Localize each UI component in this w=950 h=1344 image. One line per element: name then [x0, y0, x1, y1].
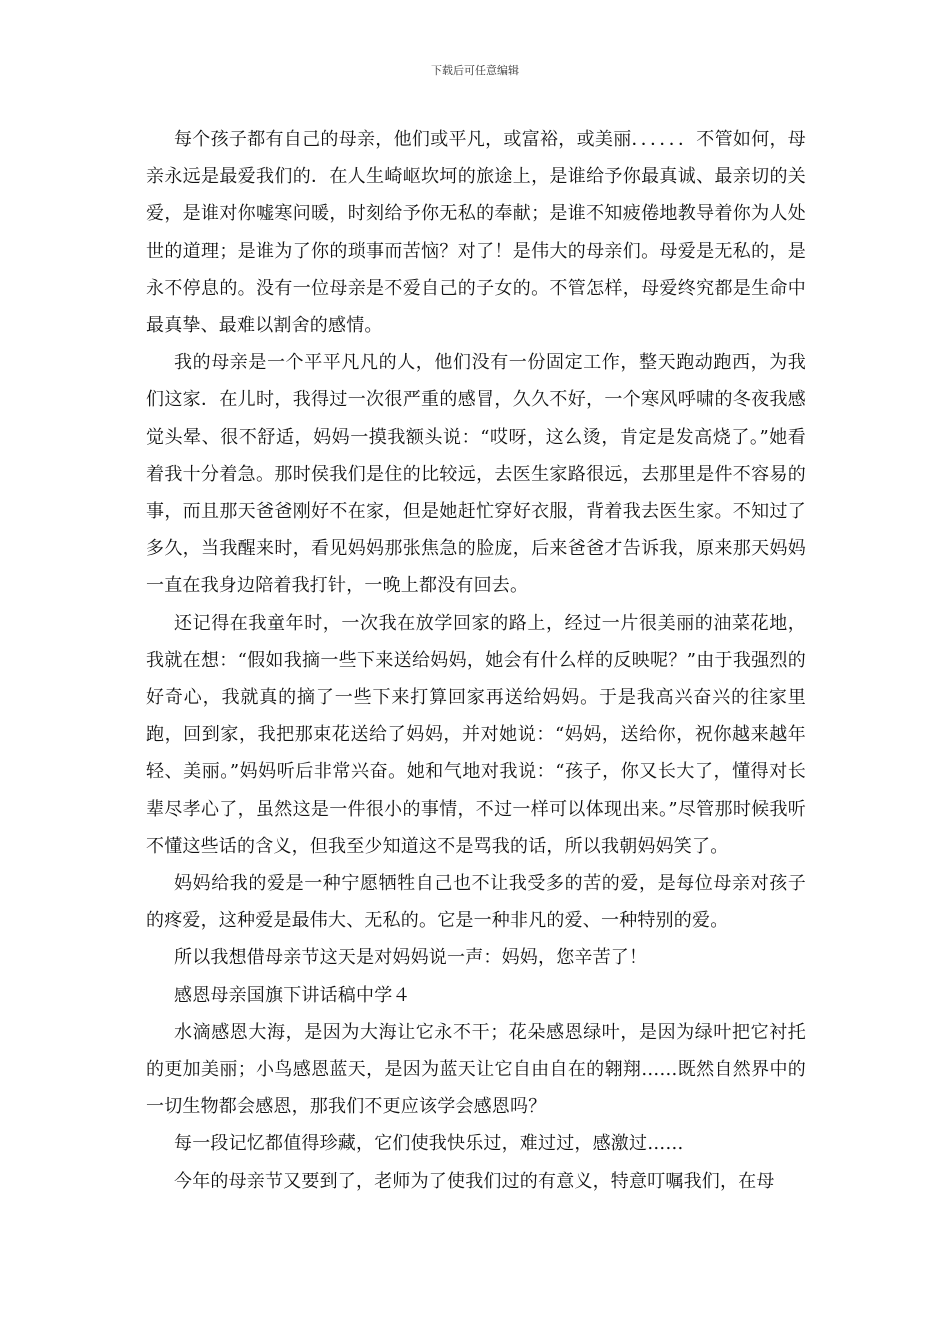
paragraph: 每个孩子都有自己的母亲，他们或平凡，或富裕，或美丽．．．．．．不管如何，母亲永远是最爱我们的．在人生崎岖坎坷的旅途上，是谁给予你最真诚、最亲切的关爱，是谁对你嘘寒问暖，时刻给予你无私的奉献；是谁不知疲倦地教导着你为人处世的道理；是谁为了你的琐事而苦恼？对了！是伟大的母亲们。母爱是无私的，是永不停息的。没有一位母亲是不爱自己的子女的。不管怎样，母爱终究都是生命中最真挚、最难以割舍的感情。	[146, 129, 806, 337]
page-header: 下载后可任意编辑	[431, 64, 519, 77]
paragraph: 所以我想借母亲节这天是对妈妈说一声：妈妈，您辛苦了！	[174, 947, 648, 969]
paragraph: 水滴感恩大海，是因为大海让它永不干；花朵感恩绿叶，是因为绿叶把它衬托的更加美丽；小鸟感恩蓝天，是因为蓝天让它自由自在的翱翔……既然自然界中的一切生物都会感恩，那我们不更应该学会感恩吗？	[146, 1021, 806, 1118]
document-body	[146, 121, 806, 1200]
paragraph: 今年的母亲节又要到了，老师为了使我们过的有意义，特意叮嘱我们，在母	[174, 1170, 775, 1192]
paragraph: 妈妈给我的爱是一种宁愿牺牲自己也不让我受多的苦的爱，是每位母亲对孩子的疼爱，这种爱是最伟大、无私的。它是一种非凡的爱、一种特别的爱。	[146, 873, 806, 932]
paragraph: 我的母亲是一个平平凡凡的人，他们没有一份固定工作，整天跑动跑西，为我们这家．在儿时，我得过一次很严重的感冒，久久不好，一个寒风呼啸的冬夜我感觉头晕、很不舒适，妈妈一摸我额头说：“哎呀，这么烫，肯定是发高烧了。”她看着我十分着急。那时侯我们是住的比较远，去医生家路很远，去那里是件不容易的事，而且那天爸爸刚好不在家，但是她赶忙穿好衣服，背着我去医生家。不知过了多久，当我醒来时，看见妈妈那张焦急的脸庞，后来爸爸才告诉我，原来那天妈妈一直在我身边陪着我打针，一晚上都没有回去。	[146, 352, 806, 597]
paragraph: 还记得在我童年时，一次我在放学回家的路上，经过一片很美丽的油菜花地，我就在想：“假如我摘一些下来送给妈妈，她会有什么样的反映呢？”由于我强烈的好奇心，我就真的摘了一些下来打算回家再送给妈妈。于是我高兴奋兴的往家里跑，回到家，我把那束花送给了妈妈，并对她说：“妈妈，送给你，祝你越来越年轻、美丽。”妈妈听后非常兴奋。她和气地对我说：“孩子，你又长大了，懂得对长辈尽孝心了，虽然这是一件很小的事情，不过一样可以体现出来。”尽管那时候我听不懂这些话的含义，但我至少知道这不是骂我的话，所以我朝妈妈笑了。	[146, 612, 806, 857]
paragraph: 每一段记忆都值得珍藏，它们使我快乐过，难过过，感激过……	[174, 1133, 684, 1155]
section-title: 感恩母亲国旗下讲话稿中学４	[174, 984, 411, 1006]
